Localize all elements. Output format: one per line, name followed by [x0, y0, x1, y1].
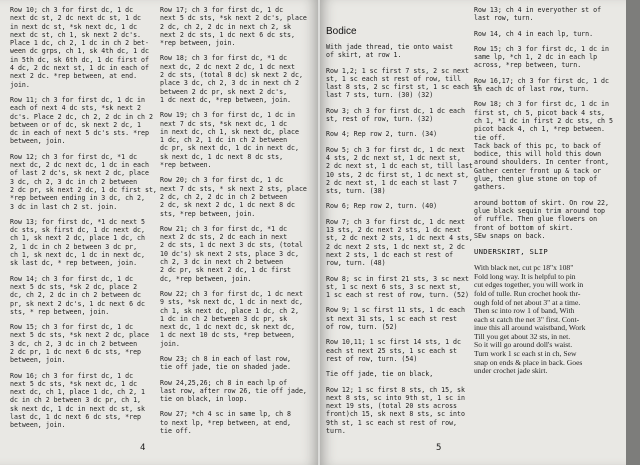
instruction-paragraph: Row 13; ch 4 in everyother st of last row, turn.: [474, 6, 602, 23]
section-title: UNDERSKIRT, SLIP: [474, 247, 549, 257]
instruction-paragraph: Row 10; ch 3 for first dc, 1 dc next dc st, 2 dc next dc st, 1 dc in next dc st, *sk next dc, 1 dc next dc st, ch 1, sk next 2 dc's. Place 1 dc, ch 2, 1 dc in ch 2 bet- ween dc grps, ch 1, sk 4th dc, 1 dc in 5th dc, sk 6th dc, 1 dc first of 4 dc, 2 dc next st, 1 dc in each of next 2 dc. *rep between, at end. join.: [10, 6, 149, 89]
instruction-paragraph: Row 12; ch 3 for first dc, *1 dc next dc, 2 dc next dc, 1 dc in each of last 2 dc's, sk next 2 dc, place 3 dc, ch 2, 3 dc in ch 2 between 2 dc pr, sk next 2 dc, 1 dc first st, *rep between ending in 3 dc, ch 2, 3 dc in last ch 2 st. join.: [10, 152, 157, 211]
instruction-paragraph: Row 18; ch 3 for first dc, 1 dc in first st, ch 5, picot back 4 sts, ch 1, *1 dc in first 2 dc sts, ch 5 picot back 4, ch 1, *rep between. tie off. Tack back of this pc, to back of bodice, this will hold this down around shoulders. In center front, Gather center front up & tack or glue, then glue stone on top of gathers.: [474, 100, 613, 192]
instruction-paragraph: Row 4; Rep row 2, turn. (34): [326, 130, 438, 139]
instruction-paragraph: Row 21; ch 3 for first dc, *1 dc next 2 dc sts, 2 dc each in next 2 dc sts, 1 dc next 3 dc sts, (total 10 dc's) sk next 2 sts, place 3 dc, ch 2, 3 dc in next ch 2 between 2 dc pr, sk next 2 dc, 1 dc first dc, *rep between, join.: [160, 224, 303, 283]
instruction-paragraph: Row 24,25,26; ch 8 in each lp of last row, after row 26, tie off jade, tie on black, in loop.: [160, 378, 307, 404]
right-column-2: [474, 6, 624, 383]
instruction-paragraph: around bottom of skirt. On row 22, glue black sequin trim around top of ruffle. Then glue flowers on front of bottom of skirt. SEw snaps on back.: [474, 198, 609, 240]
right-page: [320, 0, 626, 465]
instruction-paragraph: Row 14, ch 4 in each lp, turn.: [474, 29, 594, 38]
instruction-paragraph: Row 6; Rep row 2, turn. (40): [326, 202, 438, 211]
instruction-paragraph: Row 16,17; ch 3 for first dc, 1 dc in each dc of last row, turn.: [474, 76, 609, 94]
instruction-paragraph: Row 12; 1 sc first 8 sts, ch 15, sk next 8 sts, sc into 9th st, 1 sc in next 19 sts, (total 20 sts across front)ch 15, sk next 8 sts, sc into 9th st, 1 sc each st rest of row, turn.: [326, 385, 465, 435]
left-column-2: [160, 6, 312, 442]
instruction-paragraph: Row 3; ch 3 for first dc, 1 dc each st, rest of row, turn. (32): [326, 106, 465, 124]
instruction-paragraph: Row 10,11; 1 sc first 14 sts, 1 dc each st next 25 sts, 1 sc each st rest of row, turn. (54): [326, 338, 461, 363]
page-number: 4: [140, 443, 146, 453]
instruction-paragraph: Row 5; ch 3 for first dc, 1 dc next 4 sts, 2 dc next st, 1 dc next st, 2 dc next st, 1 dc each st, till last 10 sts, 2 dc first st, 1 dc next st, 2 dc next st, 1 dc each st last 7 sts, turn. (38): [326, 145, 473, 196]
instruction-paragraph: Row 11; ch 3 for first dc, 1 dc in each of next 4 dc sts, *sk next 2 dc's. Place 2 dc, ch 2, 2 dc in ch 2 between or of dc, sk next 2 dc, 1 dc in each of next 5 dc's sts. *rep between, join.: [10, 95, 153, 146]
instruction-paragraph: Row 23; ch 8 in each of last row, tie off jade, tie on shaded jade.: [160, 354, 292, 372]
instruction-paragraph: Row 7; ch 3 for first dc, 1 dc next 13 sts, 2 dc next 2 sts, 1 dc next st, 2 dc next 2 sts, 1 dc next 4 sts, 2 dc next 2 sts, 1 dc next st, 2 dc next 2 sts, 1 dc each st rest of row, turn. (48): [326, 217, 473, 268]
left-page: [0, 0, 318, 465]
right-column-1: [326, 26, 481, 442]
instruction-paragraph: Row 16; ch 3 for first dc, 1 dc next 5 dc sts, *sk next dc, 1 dc next dc, ch 1, place 1 dc, ch 2, 1 dc in ch 2 between 3 dc pr, ch 1, sk next dc, 1 dc in next dc st, sk last dc, 1 dc next 6 dc sts, *rep between, join.: [10, 371, 145, 430]
instruction-paragraph: Row 20; ch 3 for first dc, 1 dc next 7 dc sts, * sk next 2 sts, place 2 dc, ch 2, 2 dc in ch 2 between 2 dc, sk next 2 dc, 1 dc next 8 dc sts, *rep between, join.: [160, 176, 307, 218]
left-column-1: [10, 6, 160, 437]
instruction-paragraph: Row 27; *ch 4 sc in same lp, ch 8 to next lp, *rep between, at end, tie off.: [160, 410, 292, 436]
instruction-paragraph: Row 19; ch 3 for first dc, 1 dc in next 7 dc sts, *sk next dc, 1 dc in next dc, ch 1, sk next dc, place 1 dc, ch 2, 1 dc in ch 2 between dc pr, sk next dc, 1 dc in next dc, sk next dc, 1 dc next 8 dc sts, *rep between.: [160, 111, 299, 170]
instruction-paragraph: Tie off jade, tie on black,: [326, 370, 434, 379]
instruction-paragraph: Row 9; 1 sc first 11 sts, 1 dc each st next 31 sts, 1 sc each st rest of row, turn. (52): [326, 306, 465, 332]
instruction-paragraph: Row 18; ch 3 for first dc, *1 dc next dc, 2 dc next 2 dc, 1 dc next 2 dc sts, (total 8 dc) sk next 2 dc, place 3 dc, ch 2, 3 dc in next ch 2 between 2 dc pr, sk next 2 dc's, 1 dc next dc, *rep between, join.: [160, 54, 303, 104]
instruction-paragraph: With black net, cut pc 18"x 108" Fold long way. It is helpful to pin cut edges together, you will work in fold of tulle. Run crochet hook thr- ough fold of net about 3" at a time. Then sc into row 1 of band, With each st catch the net 3" first. Cont- inue this all around waistband, Work Till you get about 32 sts, in net. So it will go around doll's waist. Turn work 1 sc each st in ch, Sew snap on ends & place in back. Goes under crochet jade skirt.: [474, 263, 586, 376]
instruction-paragraph: Row 8; sc in first 21 sts, 3 sc next st, 1 sc next 6 sts, 3 sc next st, 1 sc each st rest of row, turn. (52): [326, 274, 469, 300]
page-edge: [626, 0, 640, 465]
instruction-paragraph: Row 15; ch 3 for first dc, 1 dc in same lp, *ch 1, 2 dc in each lp across, *rep between, turn.: [474, 44, 609, 70]
instruction-paragraph: Row 15; ch 3 for first dc, 1 dc next 5 dc sts, *sk next 2 dc, place 3 dc, ch 2, 3 dc in ch 2 between 2 dc pr, 1 dc next 6 dc sts, *rep between, join.: [10, 323, 149, 365]
instruction-paragraph: Row 1,2; 1 sc first 7 sts, 2 sc next st, 1 sc each st rest of row, till last 8 sts, 2 sc first st, 1 sc each st last 7 sts, turn. (30) (32): [326, 66, 481, 100]
instruction-paragraph: Row 13; for first dc, *1 dc next 5 dc sts, sk first dc, 1 dc next dc, ch 1, sk next 2 dc, place 1 dc, ch 2, 1 dc in ch 2 between 3 dc pr, ch 1, sk next dc, 1 dc in next dc, sk last dc, * rep between, join.: [10, 217, 145, 268]
section-title: Bodice: [326, 26, 357, 37]
instruction-paragraph: Row 17; ch 3 for first dc, 1 dc next 5 dc sts, *sk next 2 dc's, place 2 dc, ch 2, 2 dc in next ch 2, sk next 2 dc sts, 1 dc next 6 dc sts, *rep between, join.: [160, 6, 307, 48]
instruction-paragraph: Row 22; ch 3 for first dc, 1 dc next 9 sts, *sk next dc, 1 dc in next dc, ch 1, sk next dc, place 1 dc, ch 2, 1 dc in ch 2 between 3 dc pr, sk next dc, 1 dc next dc, sk next dc, 1 dc next 10 dc sts, *rep between, join.: [160, 289, 303, 348]
instruction-paragraph: Row 14; ch 3 for first dc, 1 dc next 5 dc sts, *sk 2 dc, place 2 dc, ch 2, 2 dc in ch 2 between dc pr, sk next 2 dc's, 1 dc next 6 dc sts, * rep between, join.: [10, 274, 145, 316]
page-number: 5: [436, 443, 442, 453]
intro-paragraph: With jade thread, tie onto waist of skirt, at row 1.: [326, 43, 454, 60]
